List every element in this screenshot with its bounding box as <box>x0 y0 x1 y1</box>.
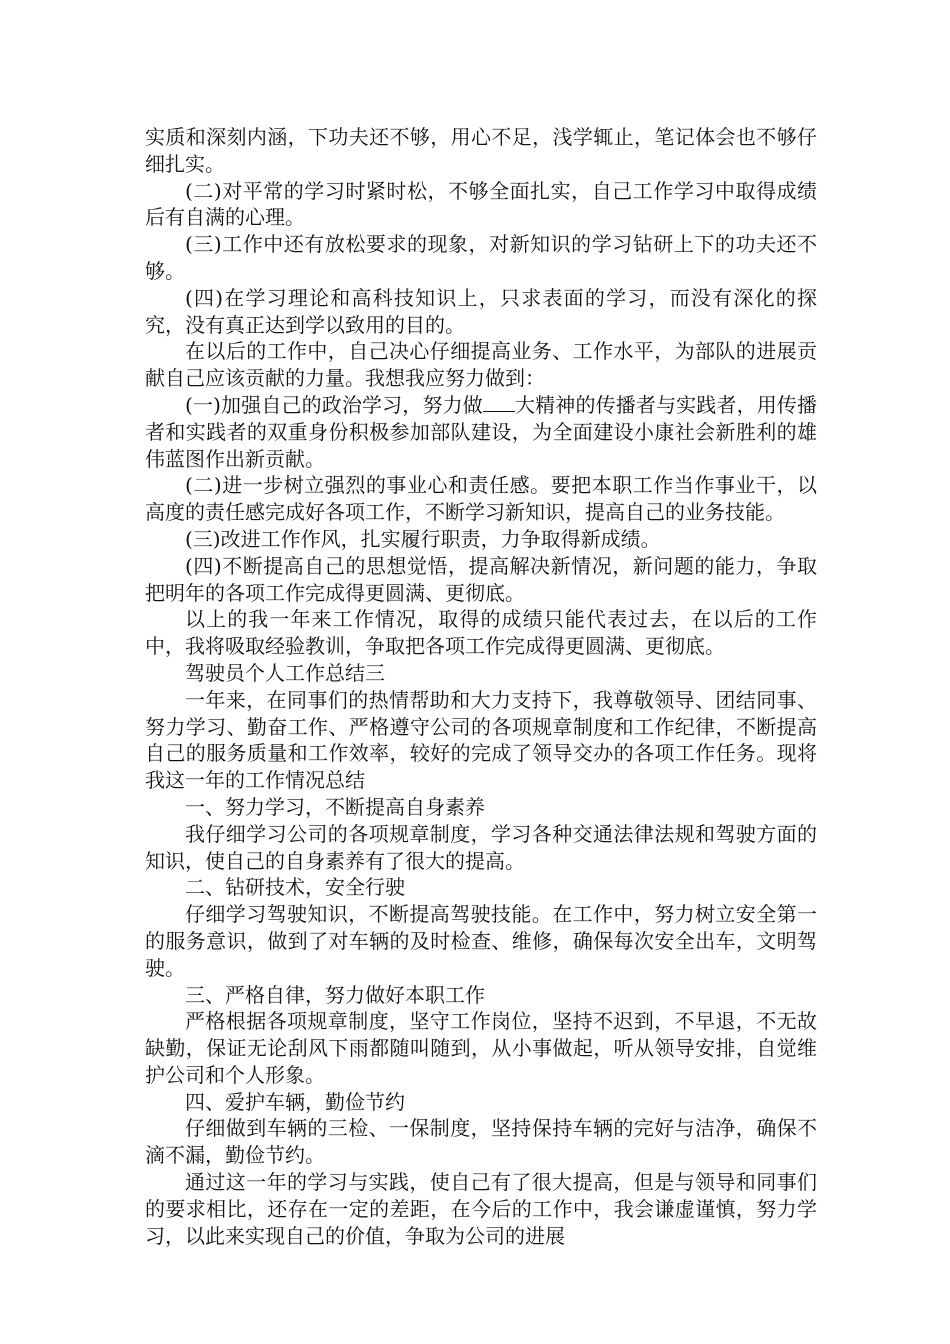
paragraph-part-4: 仔细做到车辆的三检、一保制度，坚持保持车辆的完好与洁净，确保不滴不漏，勤俭节约。 <box>145 1116 817 1168</box>
paragraph-shortcoming-2: (二)对平常的学习时紧时松，不够全面扎实，自己工作学习中取得成绩后有自满的心理。 <box>145 178 817 230</box>
heading-part-1: 一、努力学习，不断提高自身素养 <box>185 794 485 819</box>
paragraph-part-1: 我仔细学习公司的各项规章制度，学习各种交通法律法规和驾驶方面的知识，使自己的自身素养有了很大的提高。 <box>145 821 817 873</box>
paragraph-goal-1 <box>145 392 817 472</box>
document-page <box>145 124 817 1249</box>
paragraph-study-depth: 实质和深刻内涵，下功夫还不够，用心不足，浅学辄止，笔记体会也不够仔细扎实。 <box>145 125 817 176</box>
paragraph-part-3: 严格根据各项规章制度，坚守工作岗位，坚持不迟到，不早退，不无故缺勤，保证无论刮风下雨都随叫随到，从小事做起，听从领导安排，自觉维护公司和个人形象。 <box>145 1009 817 1087</box>
paragraph-future-resolve: 在以后的工作中，自己决心仔细提高业务、工作水平，为部队的进展贡献自己应该贡献的力量。我想我应努力做到： <box>145 339 817 391</box>
heading-part-3: 三、严格自律，努力做好本职工作 <box>185 982 485 1007</box>
paragraph-goal-4: (四)不断提高自己的思想觉悟，提高解决新情况，新问题的能力，争取把明年的各项工作完成得更圆满、更彻底。 <box>145 553 817 605</box>
section-title-summary-3: 驾驶员个人工作总结三 <box>185 660 385 685</box>
paragraph-goal-2: (二)进一步树立强烈的事业心和责任感。要把本职工作当作事业干，以高度的责任感完成好各项工作，不断学习新知识，提高自己的业务技能。 <box>145 473 817 525</box>
goal-1-text-before: (一)加强自己的政治学习，努力做 <box>185 392 483 417</box>
heading-part-4: 四、爱护车辆，勤俭节约 <box>185 1089 405 1114</box>
paragraph-shortcoming-3: (三)工作中还有放松要求的现象，对新知识的学习钻研上下的功夫还不够。 <box>145 232 817 283</box>
paragraph-intro: 一年来，在同事们的热情帮助和大力支持下，我尊敬领导、团结同事、努力学习、勤奋工作、严格遵守公司的各项规章制度和工作纪律，不断提高自己的服务质量和工作效率，较好的完成了领导交办的各项工作任务。现将我这一年的工作情况总结 <box>145 687 817 793</box>
goal-1-text-after: 大精神的传播者与实践者，用传播者和实践者的双重身份积极参加部队建设，为全面建设小康社会新胜利的雄伟蓝图作出新贡献。 <box>145 392 817 471</box>
paragraph-conclusion: 以上的我一年来工作情况，取得的成绩只能代表过去，在以后的工作中，我将吸取经验教训，争取把各项工作完成得更圆满、更彻底。 <box>145 607 817 659</box>
heading-part-2: 二、钻研技术，安全行驶 <box>185 875 405 900</box>
paragraph-shortcoming-4: (四)在学习理论和高科技知识上，只求表面的学习，而没有深化的探究，没有真正达到学以致用的目的。 <box>145 285 817 337</box>
paragraph-goal-3: (三)改进工作作风，扎实履行职责，力争取得新成绩。 <box>185 526 661 551</box>
blank-underline <box>483 393 515 412</box>
paragraph-part-2: 仔细学习驾驶知识，不断提高驾驶技能。在工作中，努力树立安全第一的服务意识，做到了对车辆的及时检查、维修，确保每次安全出车，文明驾驶。 <box>145 902 817 980</box>
paragraph-closing: 通过这一年的学习与实践，使自己有了很大提高，但是与领导和同事们的要求相比，还存在一定的差距，在今后的工作中，我会谦虚谨慎，努力学习，以此来实现自己的价值，争取为公司的进展 <box>145 1170 817 1248</box>
